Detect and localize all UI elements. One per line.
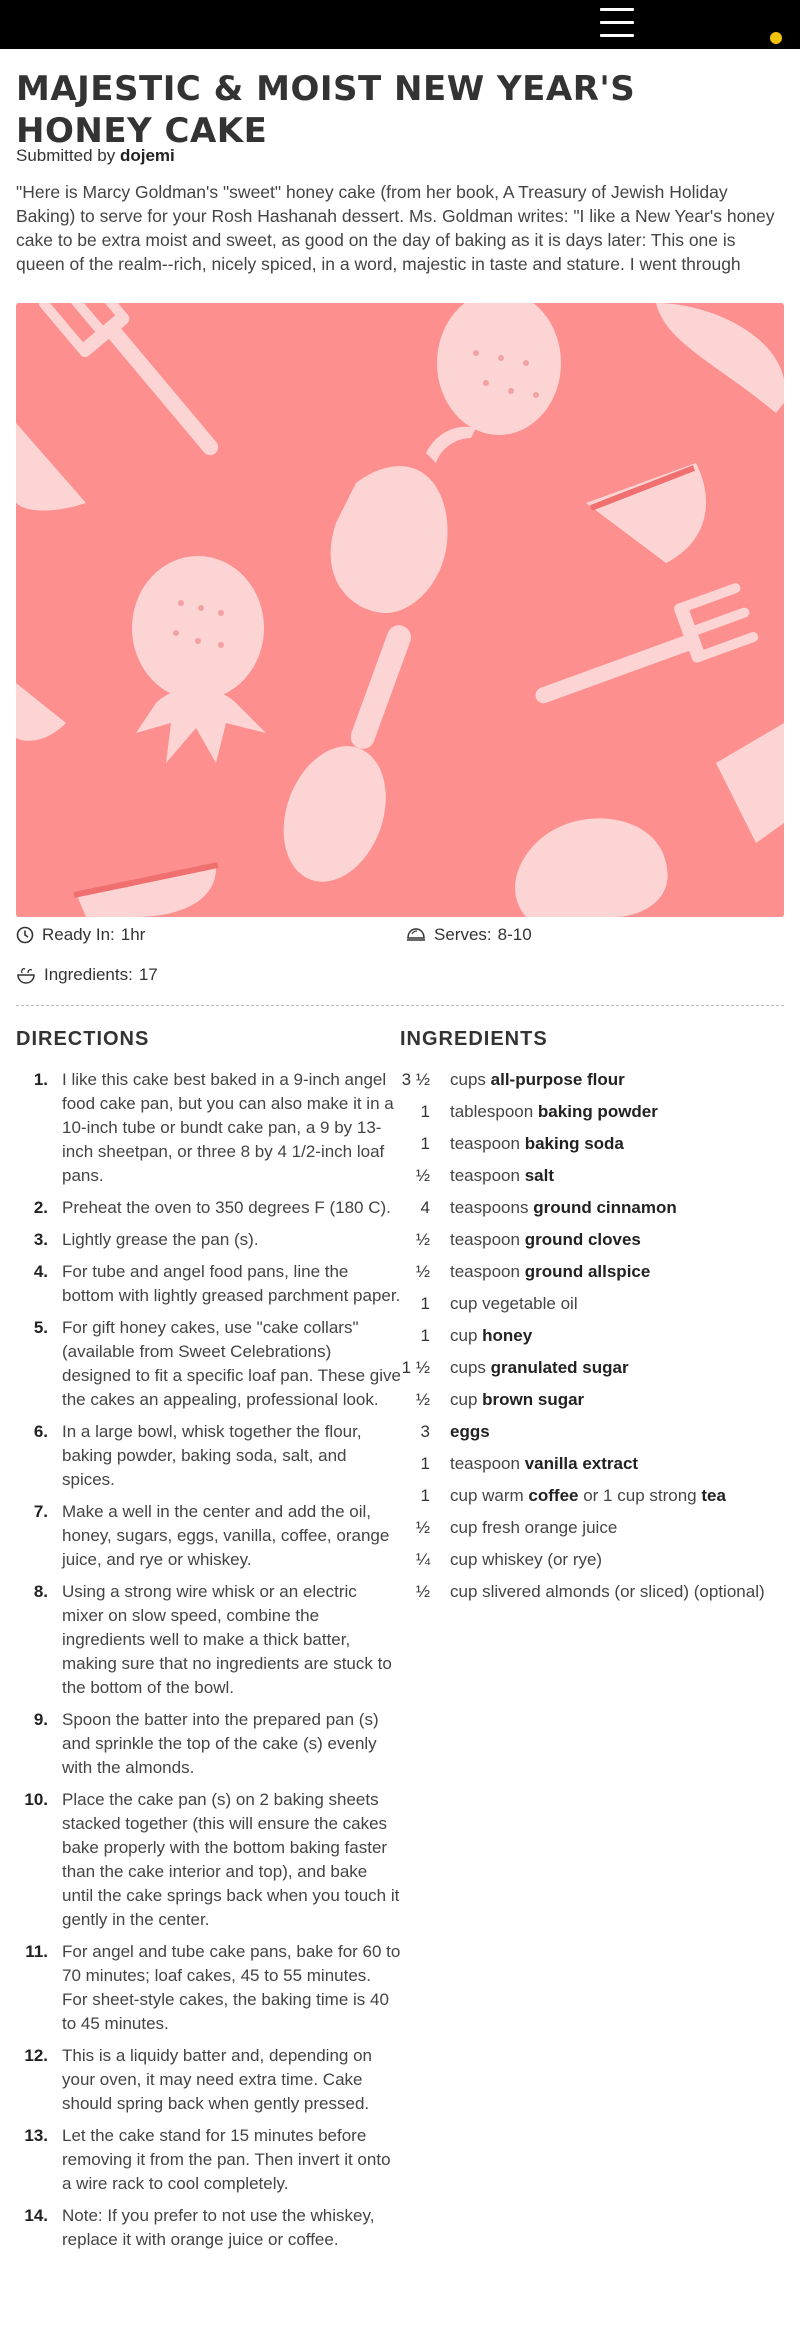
step-text: For gift honey cakes, use "cake collars" (available from Sweet Celebrations) designed to fit a specific loaf pan. These give the cakes an appealing, professional look. — [62, 1318, 401, 1409]
ingredient-quantity: 1 — [420, 1326, 430, 1345]
ingredient-quantity: 3 ½ — [401, 1070, 430, 1089]
directions-heading: DIRECTIONS — [16, 1028, 150, 1050]
step-number: 5. — [33, 1318, 48, 1337]
ingredient-item — [398, 1068, 784, 1092]
ingredients-list — [398, 1068, 784, 1612]
ingredient-item — [398, 1452, 784, 1476]
ingredient-text — [450, 1196, 677, 1220]
step-text: In a large bowl, whisk together the flour, baking powder, baking soda, salt, and spices. — [62, 1422, 362, 1489]
ingredient-unit: teaspoon — [450, 1230, 520, 1249]
ingredient-item — [398, 1516, 784, 1540]
direction-step — [16, 1316, 401, 1412]
ingredient-text — [450, 1324, 532, 1348]
ingredient-quantity: ½ — [415, 1262, 430, 1281]
ingredients-count-value: 17 — [138, 965, 158, 984]
ingredient-text — [450, 1356, 629, 1380]
ingredient-name: ground allspice — [524, 1262, 651, 1281]
ingredient-item — [398, 1388, 784, 1412]
step-text: For angel and tube cake pans, bake for 60 to 70 minutes; loaf cakes, 45 to 55 minutes. For sheet-style cakes, the baking time is 40 to 45 minutes. — [62, 1942, 401, 2033]
direction-step — [16, 1580, 401, 1700]
ingredient-item — [398, 1228, 784, 1252]
clock-icon — [16, 926, 34, 944]
ingredient-item — [398, 1100, 784, 1124]
ingredient-name: ground cinnamon — [533, 1198, 677, 1217]
ingredient-name: coffee — [528, 1486, 579, 1505]
direction-step — [16, 1420, 401, 1492]
ingredient-item — [398, 1548, 784, 1572]
serves — [406, 925, 532, 945]
ready-in-value: 1hr — [120, 925, 146, 944]
step-text: Let the cake stand for 15 minutes before removing it from the pan. Then invert it onto a wire rack to cool completely. — [62, 2126, 391, 2193]
ingredient-unit: teaspoon — [450, 1454, 520, 1473]
step-number: 13. — [24, 2126, 48, 2145]
ingredient-unit: cup slivered almonds (or sliced) (optional) — [450, 1582, 765, 1601]
ingredient-quantity: 1 — [420, 1102, 430, 1121]
ingredient-quantity: 4 — [420, 1198, 430, 1217]
ingredient-item — [398, 1356, 784, 1380]
step-number: 6. — [33, 1422, 48, 1441]
ingredient-name: all-purpose flour — [490, 1070, 625, 1089]
ingredients-count — [16, 965, 158, 985]
ingredient-item — [398, 1484, 784, 1508]
ingredient-quantity: ¼ — [415, 1550, 430, 1569]
direction-step — [16, 2204, 401, 2252]
ingredients-heading: INGREDIENTS — [400, 1028, 548, 1050]
ingredient-name: tea — [701, 1486, 726, 1505]
direction-step — [16, 1068, 401, 1188]
ingredient-unit: cup — [450, 1326, 478, 1345]
ready-in-label: Ready In: — [42, 925, 115, 944]
step-text: I like this cake best baked in a 9-inch angel food cake pan, but you can also make it in a 10-inch tube or bundt cake pan, a 9 by 13-inch sheetpan, or three 8 by 4 1/2-inch loaf pans. — [62, 1070, 394, 1185]
ingredient-item — [398, 1196, 784, 1220]
step-number: 4. — [33, 1262, 48, 1281]
ingredient-quantity: 1 — [420, 1486, 430, 1505]
ingredient-text — [450, 1484, 726, 1508]
section-divider — [16, 1005, 784, 1006]
ingredient-text — [450, 1452, 638, 1476]
ingredient-note: or 1 cup strong — [578, 1486, 702, 1505]
ingredient-quantity: ½ — [415, 1390, 430, 1409]
ingredient-name: eggs — [450, 1422, 490, 1441]
ingredient-item — [398, 1580, 784, 1604]
top-nav-bar — [0, 0, 800, 49]
serves-label: Serves: — [434, 925, 492, 944]
directions-list — [16, 1068, 401, 2260]
ingredient-item — [398, 1324, 784, 1348]
menu-line — [600, 21, 634, 24]
step-text: Lightly grease the pan (s). — [62, 1230, 259, 1249]
ingredient-unit: cups — [450, 1070, 486, 1089]
ingredient-item — [398, 1260, 784, 1284]
ingredient-name: baking powder — [537, 1102, 658, 1121]
ingredient-unit: cup whiskey (or rye) — [450, 1550, 603, 1569]
ingredients-bowl-icon — [16, 966, 36, 984]
ready-in — [16, 925, 145, 945]
food-pattern-illustration — [16, 303, 784, 917]
serving-dish-icon — [406, 926, 426, 944]
ingredient-quantity: 1 ½ — [401, 1358, 430, 1377]
step-text: Note: If you prefer to not use the whiskey, replace it with orange juice or coffee. — [62, 2206, 375, 2249]
step-text: Place the cake pan (s) on 2 baking sheets stacked together (this will ensure the cakes bake properly with the bottom baking faster than the cake interior and top), and bake until the cake springs back when you touch it gently in the center. — [62, 1790, 400, 1929]
step-number: 1. — [33, 1070, 48, 1089]
step-number: 14. — [24, 2206, 48, 2225]
ingredient-quantity: ½ — [415, 1582, 430, 1601]
ingredient-unit: cup — [450, 1390, 478, 1409]
ingredient-quantity: ½ — [415, 1166, 430, 1185]
recipe-image-placeholder — [16, 303, 784, 917]
ingredient-name: vanilla extract — [524, 1454, 639, 1473]
serves-value: 8-10 — [497, 925, 532, 944]
ingredient-item — [398, 1164, 784, 1188]
notification-dot-icon[interactable] — [770, 32, 782, 44]
direction-step — [16, 1788, 401, 1932]
ingredient-unit: cup fresh orange juice — [450, 1518, 618, 1537]
direction-step — [16, 1260, 401, 1308]
ingredient-text — [450, 1580, 765, 1604]
direction-step — [16, 1940, 401, 2036]
ingredient-text — [450, 1292, 578, 1316]
ingredient-unit: cup warm — [450, 1486, 524, 1505]
ingredient-text — [450, 1164, 554, 1188]
ingredient-unit: cups — [450, 1358, 486, 1377]
step-text: Make a well in the center and add the oil, honey, sugars, eggs, vanilla, coffee, orange juice, and rye or whiskey. — [62, 1502, 390, 1569]
ingredient-item — [398, 1132, 784, 1156]
ingredient-item — [398, 1292, 784, 1316]
step-text: Preheat the oven to 350 degrees F (180 C). — [62, 1198, 391, 1217]
ingredient-unit: teaspoon — [450, 1166, 520, 1185]
ingredient-text — [450, 1548, 602, 1572]
step-text: For tube and angel food pans, line the bottom with lightly greased parchment paper. — [62, 1262, 401, 1305]
step-number: 11. — [25, 1942, 48, 1961]
ingredient-name: baking soda — [524, 1134, 624, 1153]
menu-line — [600, 8, 634, 11]
step-text: Using a strong wire whisk or an electric mixer on slow speed, combine the ingredients well to make a thick batter, making sure that no ingredients are stuck to the bottom of the bowl. — [62, 1582, 392, 1697]
step-text: Spoon the batter into the prepared pan (s) and sprinkle the top of the cake (s) evenly with the almonds. — [62, 1710, 379, 1777]
ingredient-text — [450, 1132, 624, 1156]
ingredient-unit: teaspoon — [450, 1134, 520, 1153]
step-number: 12. — [24, 2046, 48, 2065]
ingredient-quantity: 3 — [420, 1422, 430, 1441]
ingredient-quantity: 1 — [420, 1454, 430, 1473]
direction-step — [16, 1228, 401, 1252]
step-number: 8. — [33, 1582, 48, 1601]
step-number: 3. — [33, 1230, 48, 1249]
ingredient-quantity: 1 — [420, 1134, 430, 1153]
direction-step — [16, 1196, 401, 1220]
ingredient-text — [450, 1516, 617, 1540]
ingredient-name: honey — [482, 1326, 533, 1345]
direction-step — [16, 1500, 401, 1572]
ingredient-quantity: ½ — [415, 1230, 430, 1249]
ingredient-name: granulated sugar — [490, 1358, 629, 1377]
ingredients-count-label: Ingredients: — [44, 965, 133, 984]
ingredient-text — [450, 1100, 658, 1124]
ingredient-text — [450, 1260, 650, 1284]
ingredient-unit: tablespoon — [450, 1102, 534, 1121]
ingredient-name: ground cloves — [524, 1230, 641, 1249]
step-number: 9. — [33, 1710, 48, 1729]
ingredient-name: salt — [524, 1166, 554, 1185]
ingredient-unit: teaspoon — [450, 1262, 520, 1281]
menu-line — [600, 34, 634, 37]
step-number: 2. — [33, 1198, 48, 1217]
hamburger-menu-icon[interactable] — [600, 8, 634, 38]
ingredient-item — [398, 1420, 784, 1444]
direction-step — [16, 2124, 401, 2196]
submitted-by — [16, 146, 175, 166]
ingredient-name: brown sugar — [482, 1390, 585, 1409]
ingredient-unit: teaspoons — [450, 1198, 529, 1217]
recipe-title: MAJESTIC & MOIST NEW YEAR'S HONEY CAKE — [16, 69, 636, 151]
direction-step — [16, 2044, 401, 2116]
ingredient-unit: cup vegetable oil — [450, 1294, 578, 1313]
ingredient-quantity: 1 — [420, 1294, 430, 1313]
submitted-by-label: Submitted by — [16, 146, 116, 165]
recipe-description: "Here is Marcy Goldman's "sweet" honey cake (from her book, A Treasury of Jewish Holiday Baking) to serve for your Rosh Hashanah dessert. Ms. Goldman writes: "I like a New Year's honey cake to be extra moist and sweet, as good on the day of baking as it is days later: This one is queen of the realm--rich, nicely spiced, in a word, majestic in taste and stature. I went through — [16, 182, 775, 274]
direction-step — [16, 1708, 401, 1780]
step-number: 7. — [33, 1502, 48, 1521]
ingredient-text — [450, 1420, 490, 1444]
step-text: This is a liquidy batter and, depending on your oven, it may need extra time. Cake should spring back when gently pressed. — [62, 2046, 372, 2113]
ingredient-quantity: ½ — [415, 1518, 430, 1537]
step-number: 10. — [24, 1790, 48, 1809]
ingredient-text — [450, 1228, 641, 1252]
ingredient-text — [450, 1068, 625, 1092]
ingredient-text — [450, 1388, 584, 1412]
author-link[interactable]: dojemi — [119, 146, 175, 165]
